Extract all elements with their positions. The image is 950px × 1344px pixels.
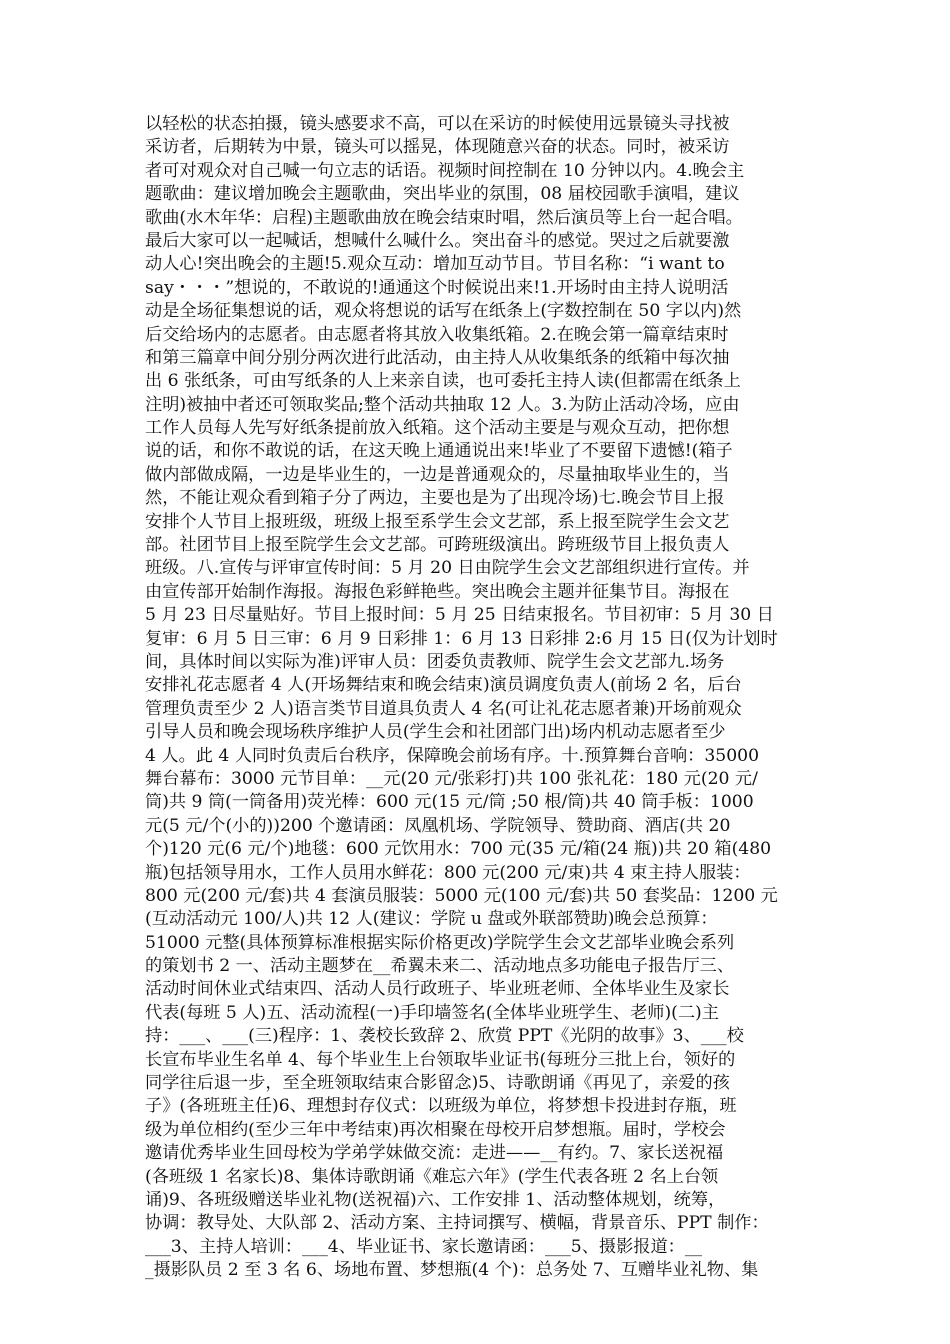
body-text (145, 113, 805, 1283)
text-line: 同学往后退一步，至全班领取结束合影留念)5、诗歌朗诵《再见了，亲爱的孩 (145, 1073, 730, 1094)
text-line: 最后大家可以一起喊话，想喊什么喊什么。突出奋斗的感觉。哭过之后就要激 (145, 230, 730, 251)
text-line: 部。社团节目上报至院学生会文艺部。可跨班级演出。跨班级节目上报负责人 (145, 535, 730, 556)
text-line: 动是全场征集想说的话，观众将想说的话写在纸条上(字数控制在 50 字以内)然 (145, 301, 742, 322)
text-line: 复审：6 月 5 日三审：6 月 9 日彩排 1：6 月 13 日彩排 2:6 月 15 日(仅为计划时 (145, 628, 778, 649)
text-line: 安排个人节目上报班级，班级上报至系学生会文艺部，系上报至院学生会文艺 (145, 511, 730, 532)
text-line: say・・・”想说的，不敢说的!通通这个时候说出来!1.开场时由主持人说明活 (145, 277, 729, 298)
text-line: 以轻松的状态拍摄，镜头感要求不高，可以在采访的时候使用远景镜头寻找被 (145, 114, 730, 134)
text-line: 舞台幕布：3000 元节目单：__元(20 元/张彩打)共 100 张礼花：180 元(20 元/ (145, 768, 758, 789)
text-line: 子》(各班班主任)6、理想封存仪式：以班级为单位，将梦想卡投进封存瓶，班 (145, 1096, 737, 1117)
text-line: _摄影队员 2 至 3 名 6、场地布置、梦想瓶(4 个)：总务处 7、互赠毕业礼物、集 (145, 1260, 759, 1281)
text-line: 活动时间休业式结束四、活动人员行政班子、毕业班老师、全体毕业生及家长 (145, 979, 730, 1000)
text-line: 动人心!突出晚会的主题!5.观众互动：增加互动节目。节目名称：“i want to (145, 254, 725, 275)
text-line: 间，具体时间以实际为准)评审人员：团委负责教师、院学生会文艺部九.场务 (145, 651, 725, 672)
text-line: 引导人员和晚会现场秩序维护人员(学生会和社团部门出)场内机动志愿者至少 (145, 722, 726, 743)
text-line: 说的话，和你不敢说的话，在这天晚上通通说出来!毕业了不要留下遗憾!(箱子 (145, 441, 733, 462)
text-line: 瓶)包括领导用水，工作人员用水鲜花：800 元(200 元/束)共 4 束主持人服装： (145, 862, 751, 883)
text-line: 5 月 23 日尽量贴好。节目上报时间：5 月 25 日结束报名。节目初审：5 月 30 日 (145, 605, 774, 626)
text-line: 级为单位相约(至少三年中考结束)再次相聚在母校开启梦想瓶。届时，学校会 (145, 1119, 726, 1140)
text-line: 者可对观众对自己喊一句立志的话语。视频时间控制在 10 分钟以内。4.晚会主 (145, 160, 745, 181)
text-line: 的策划书 2 一、活动主题梦在__希翼未来二、活动地点多功能电子报告厅三、 (145, 956, 735, 977)
text-line: 安排礼花志愿者 4 人(开场舞结束和晚会结束)演员调度负责人(前场 2 名，后台 (145, 675, 742, 696)
text-line: 元(5 元/个(小的))200 个邀请函：凤凰机场、学院领导、赞助商、酒店(共 20 (145, 815, 731, 836)
text-line: 协调：教导处、大队部 2、活动方案、主持词撰写、横幅，背景音乐、PPT 制作： (145, 1213, 769, 1234)
text-line: 邀请优秀毕业生回母校为学弟学妹做交流：走进——__有约。7、家长送祝福 (145, 1143, 724, 1164)
text-line: 和第三篇章中间分别分两次进行此活动，由主持人从收集纸条的纸箱中每次抽 (145, 347, 730, 368)
text-line: 歌曲(水木年华：启程)主题歌曲放在晚会结束时唱，然后演员等上台一起合唱。 (145, 207, 743, 228)
text-line: 4 人。此 4 人同时负责后台秩序，保障晚会前场有序。十.预算舞台音响：35000 (145, 745, 760, 766)
text-line: 51000 元整(具体预算标准根据实际价格更改)学院学生会文艺部毕业晚会系列 (145, 932, 735, 953)
text-line: 采访者，后期转为中景，镜头可以摇晃，体现随意兴奋的状态。同时，被采访 (145, 137, 730, 158)
text-line: 个)120 元(6 元/个)地毯：600 元饮用水：700 元(35 元/箱(24 瓶))共 20 箱(480 (145, 839, 772, 860)
text-line: 班级。八.宣传与评审宣传时间：5 月 20 日由院学生会文艺部组织进行宣传。并 (145, 558, 750, 579)
text-line: 持：___、___(三)程序：1、袭校长致辞 2、欣赏 PPT《光阴的故事》3、___校 (145, 1026, 744, 1047)
text-line: 由宣传部开始制作海报。海报色彩鲜艳些。突出晚会主题并征集节目。海报在 (145, 581, 730, 602)
text-line: 注明)被抽中者还可领取奖品;整个活动共抽取 12 人。3.为防止活动冷场，应由 (145, 394, 740, 415)
text-line: 做内部做成隔，一边是毕业生的，一边是普通观众的，尽量抽取毕业生的，当 (145, 464, 730, 485)
text-line: 诵)9、各班级赠送毕业礼物(送祝福)六、工作安排 1、活动整体规划，统筹， (145, 1189, 726, 1210)
text-line: 然，不能让观众看到箱子分了两边，主要也是为了出现冷场)七.晚会节目上报 (145, 488, 725, 509)
text-line: 管理负责至少 2 人)语言类节目道具负责人 4 名(可让礼花志愿者兼)开场前观众 (145, 698, 742, 719)
text-line: 题歌曲：建议增加晚会主题歌曲，突出毕业的氛围，08 届校园歌手演唱，建议 (145, 184, 740, 205)
text-line: 筒)共 9 筒(一筒备用)荧光棒：600 元(15 元/筒 ;50 根/筒)共 40 筒手板：1000 (145, 792, 754, 813)
text-line: 长宣布毕业生名单 4、每个毕业生上台领取毕业证书(每班分三批上台，领好的 (145, 1049, 736, 1070)
text-line: 出 6 张纸条，可由写纸条的人上来亲自读，也可委托主持人读(但都需在纸条上 (145, 371, 741, 392)
text-line: 工作人员每人先写好纸条提前放入纸箱。这个活动主要是与观众互动，把你想 (145, 418, 730, 439)
text-line: ___3、主持人培训：___4、毕业证书、家长邀请函：___5、摄影报道：__ (145, 1236, 703, 1257)
text-line: 800 元(200 元/套)共 4 套演员服装：5000 元(100 元/套)共 50 套奖品：1200 元 (145, 885, 778, 906)
text-line: (互动活动元 100/人)共 12 人(建议：学院 u 盘或外联部赞助)晚会总预算： (145, 909, 718, 930)
text-line: 代表(每班 5 人)五、活动流程(一)手印墙签名(全体毕业班学生、老师)(二)主 (145, 1002, 719, 1023)
text-line: 后交给场内的志愿者。由志愿者将其放入收集纸箱。2.在晚会第一篇章结束时 (145, 324, 729, 345)
text-line: (各班级 1 名家长)8、集体诗歌朗诵《难忘六年》(学生代表各班 2 名上台领 (145, 1166, 719, 1187)
